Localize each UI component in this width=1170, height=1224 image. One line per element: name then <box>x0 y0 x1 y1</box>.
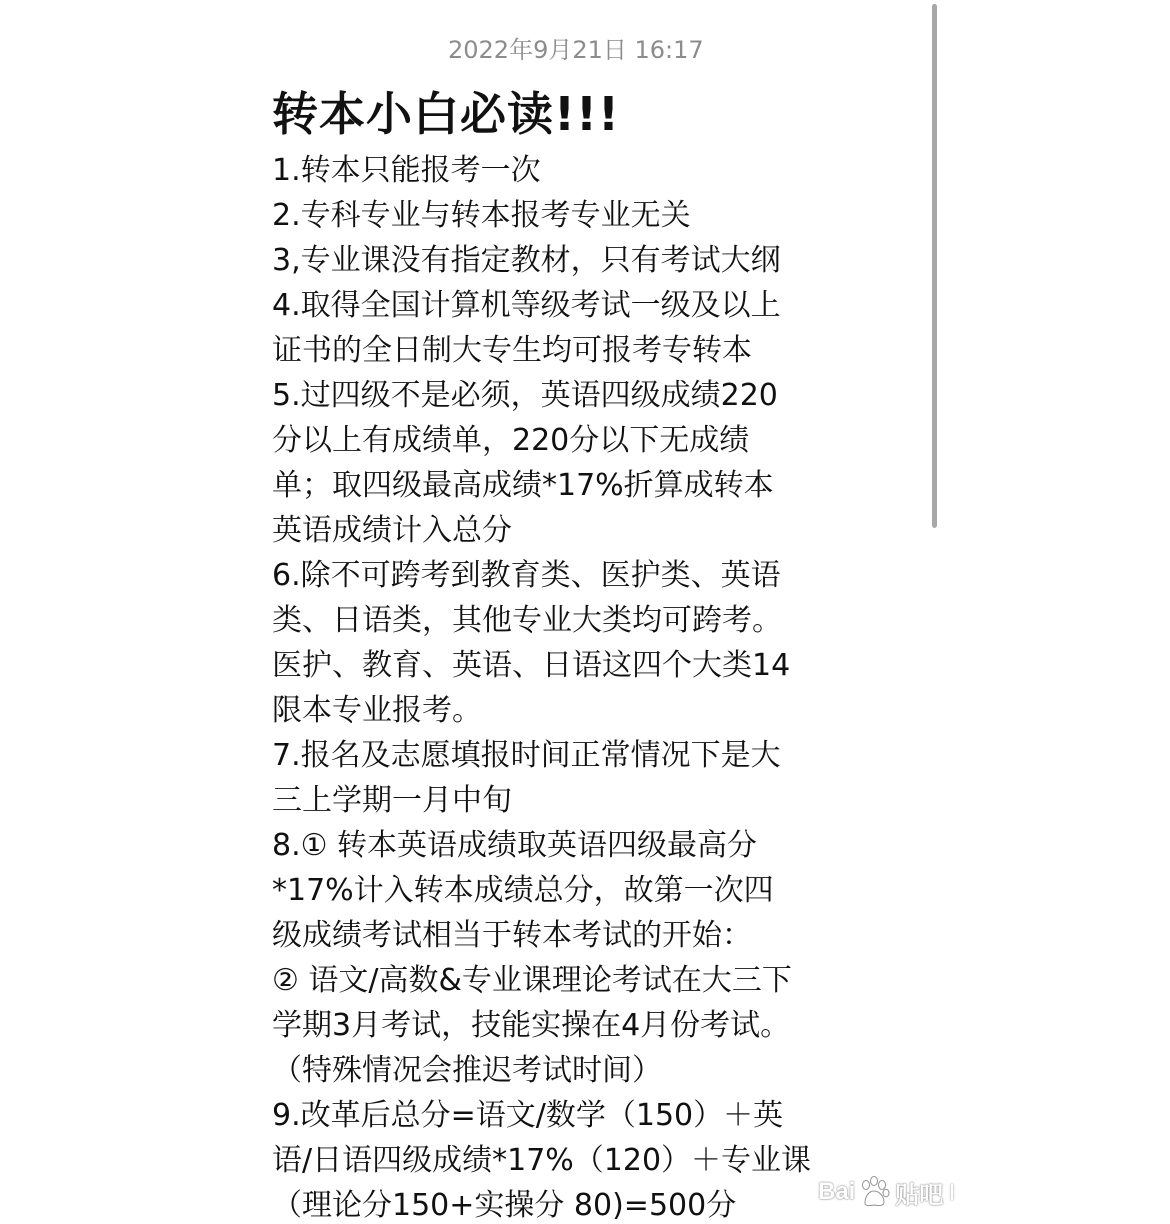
note-line: 9.改革后总分=语文/数学（150）＋英 <box>272 1098 784 1133</box>
note-line: 语/日语四级成绩*17%（120）＋专业课 <box>272 1143 812 1178</box>
note-line: *17%计入转本成绩总分，故第一次四 <box>272 873 774 908</box>
note-line: 三上学期一月中旬 <box>272 783 512 818</box>
baidu-paw-icon <box>857 1175 891 1209</box>
note-content <box>272 0 852 1224</box>
note-line: 7.报名及志愿填报时间正常情况下是大 <box>272 738 781 773</box>
watermark-brand-left: Bai <box>818 1178 856 1205</box>
watermark-divider <box>951 1184 953 1200</box>
note-line: ② 语文/高数&专业课理论考试在大三下 <box>272 963 792 998</box>
note-line: 限本专业报考。 <box>272 693 482 728</box>
note-line: 4.取得全国计算机等级考试一级及以上 <box>272 288 781 323</box>
note-line: 1.转本只能报考一次 <box>272 153 541 188</box>
note-line: 学期3月考试，技能实操在4月份考试。 <box>272 1008 791 1043</box>
note-line: 单；取四级最高成绩*17%折算成转本 <box>272 468 774 503</box>
note-line: 分以上有成绩单，220分以下无成绩 <box>272 423 750 458</box>
note-line: 5.过四级不是必须，英语四级成绩220 <box>272 378 778 413</box>
note-line: 8.① 转本英语成绩取英语四级最高分 <box>272 828 758 863</box>
note-line: 2.专科专业与转本报考专业无关 <box>272 198 691 233</box>
note-line: 证书的全日制大专生均可报考专转本 <box>272 333 752 368</box>
baidu-tieba-watermark <box>818 1170 953 1214</box>
note-line: 医护、教育、英语、日语这四个大类14 <box>272 648 791 683</box>
note-line: 级成绩考试相当于转本考试的开始： <box>272 918 752 953</box>
note-line: 3,专业课没有指定教材，只有考试大纲 <box>272 243 781 278</box>
note-title: 转本小白必读!!! <box>272 87 620 141</box>
note-line: 类、日语类，其他专业大类均可跨考。 <box>272 603 782 638</box>
watermark-brand-right: 贴吧 <box>895 1181 944 1209</box>
note-line: 英语成绩计入总分 <box>272 513 512 548</box>
note-body <box>272 148 811 1224</box>
scrollbar[interactable] <box>932 4 937 528</box>
note-line: （特殊情况会推迟考试时间） <box>272 1053 662 1088</box>
note-line: 6.除不可跨考到教育类、医护类、英语 <box>272 558 781 593</box>
note-line: （理论分150+实操分 80)=500分 <box>272 1188 737 1223</box>
note-timestamp: 2022年9月21日 16:17 <box>448 36 704 64</box>
